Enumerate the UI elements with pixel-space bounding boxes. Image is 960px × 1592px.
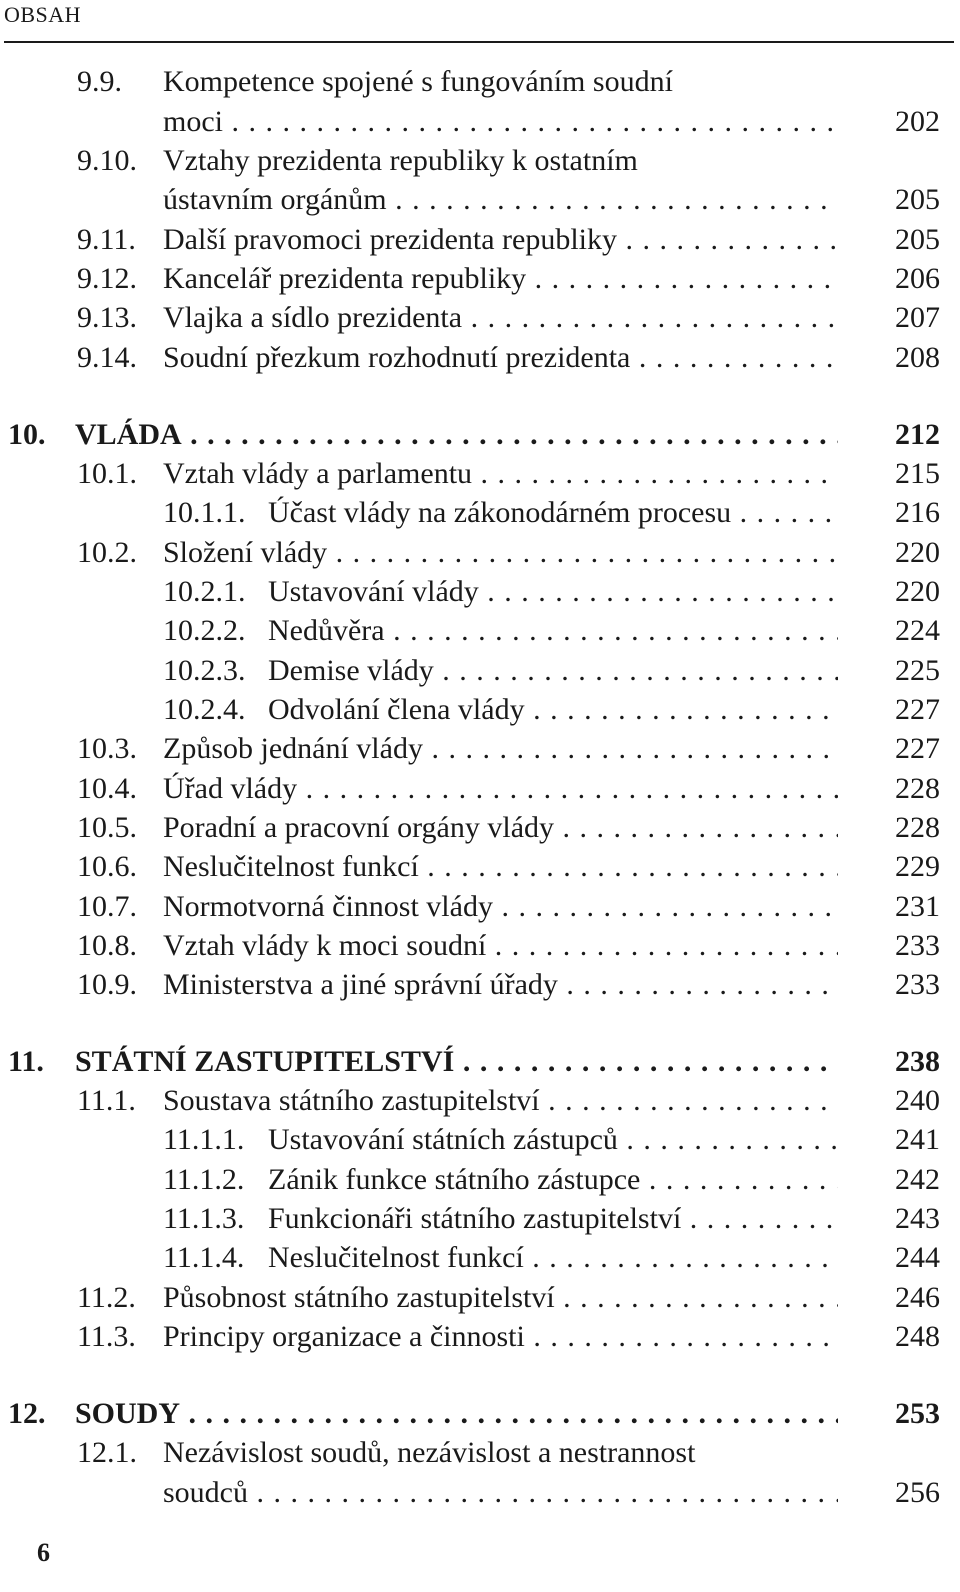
toc-entry-page: 253 <box>895 1397 940 1430</box>
toc-entry-number: 11.1.4. <box>163 1241 245 1274</box>
toc-entry <box>77 847 940 887</box>
toc-entry-title: Poradní a pracovní orgány vlády . . . <box>163 808 838 848</box>
toc-entry-title: Ustavování vlády . . . <box>268 572 838 612</box>
toc-entry <box>163 493 940 533</box>
toc-entry-page: 212 <box>895 418 940 451</box>
toc-entry <box>77 180 940 220</box>
toc-entry-title: Principy organizace a činnosti . . . <box>163 1317 838 1357</box>
toc-entry-title: Nedůvěra . . . <box>268 611 838 651</box>
toc-entry-title: Působnost státního zastupitelství . . . <box>163 1278 838 1318</box>
toc-entry-page: 241 <box>895 1123 940 1156</box>
toc-entry-page: 225 <box>895 654 940 687</box>
toc-entry-number: 9.11. <box>77 223 136 256</box>
toc-entry-title: VLÁDA . . . <box>75 415 838 455</box>
toc-chapter-entry <box>8 415 940 455</box>
toc-entry-number: 12. <box>8 1397 46 1430</box>
toc-entry-title: SOUDY . . . <box>75 1394 838 1434</box>
toc-entry-number: 10. <box>8 418 46 451</box>
toc-entry-page: 205 <box>895 223 940 256</box>
toc-entry-page: 224 <box>895 614 940 647</box>
toc-entry-number: 11.1.1. <box>163 1123 245 1156</box>
toc-entry <box>163 690 940 730</box>
toc-entry-title: moci . . . <box>163 102 838 142</box>
toc-entry-title: Účast vlády na zákonodárném procesu . . . <box>268 493 838 533</box>
toc-entry-page: 220 <box>895 536 940 569</box>
toc-entry <box>77 1081 940 1121</box>
toc-entry-title: Odvolání člena vlády . . . <box>268 690 838 730</box>
toc-entry-title: Ministerstva a jiné správní úřady . . . <box>163 965 838 1005</box>
toc-entry-number: 9.13. <box>77 301 137 334</box>
toc-entry-number: 10.2. <box>77 536 137 569</box>
toc-entry-number: 11.1.3. <box>163 1202 245 1235</box>
toc-entry-number: 10.5. <box>77 811 137 844</box>
toc-entry-number: 11.2. <box>77 1281 136 1314</box>
toc-entry-number: 10.8. <box>77 929 137 962</box>
toc-entry <box>163 572 940 612</box>
toc-entry-page: 220 <box>895 575 940 608</box>
toc-entry <box>77 965 940 1005</box>
toc-entry-title: Složení vlády . . . <box>163 533 838 573</box>
toc-entry-page: 229 <box>895 850 940 883</box>
toc-entry-number: 10.2.3. <box>163 654 246 687</box>
toc-entry-page: 207 <box>895 301 940 334</box>
toc-entry-title: soudců . . . <box>163 1473 838 1513</box>
toc-entry <box>163 1160 940 1200</box>
toc-entry-page: 227 <box>895 693 940 726</box>
toc-entry-page: 240 <box>895 1084 940 1117</box>
toc-entry <box>163 651 940 691</box>
toc-entry <box>77 141 940 181</box>
page-number: 6 <box>37 1538 50 1567</box>
toc-entry-page: 227 <box>895 732 940 765</box>
toc-entry-page: 244 <box>895 1241 940 1274</box>
toc-entry-page: 205 <box>895 183 940 216</box>
toc-entry-page: 206 <box>895 262 940 295</box>
toc-entry-number: 10.1.1. <box>163 496 246 529</box>
toc-entry-number: 11. <box>8 1045 44 1078</box>
toc-entry <box>77 1317 940 1357</box>
toc-entry-number: 11.1. <box>77 1084 136 1117</box>
toc-entry-title: Vlajka a sídlo prezidenta . . . <box>163 298 838 338</box>
toc-entry-page: 242 <box>895 1163 940 1196</box>
toc-entry-number: 9.10. <box>77 144 137 177</box>
toc-entry <box>163 1199 940 1239</box>
toc-entry-number: 12.1. <box>77 1436 137 1469</box>
toc-entry-number: 10.2.1. <box>163 575 246 608</box>
toc-entry <box>77 62 940 102</box>
toc-entry <box>77 298 940 338</box>
toc-entry-number: 10.9. <box>77 968 137 1001</box>
toc-entry <box>163 611 940 651</box>
toc-entry-number: 11.3. <box>77 1320 136 1353</box>
toc-entry-page: 248 <box>895 1320 940 1353</box>
toc-entry-title: Normotvorná činnost vlády . . . <box>163 887 838 927</box>
toc-entry-title: ústavním orgánům . . . <box>163 180 838 220</box>
toc-entry-page: 228 <box>895 772 940 805</box>
toc-entry <box>77 259 940 299</box>
toc-entry <box>163 1238 940 1278</box>
toc-entry-page: 202 <box>895 105 940 138</box>
toc-chapter-entry <box>8 1042 940 1082</box>
toc-entry-number: 11.1.2. <box>163 1163 245 1196</box>
toc-entry-page: 256 <box>895 1476 940 1509</box>
toc-entry-title: Soudní přezkum rozhodnutí prezidenta . . . <box>163 338 838 378</box>
toc-entry-title: Další pravomoci prezidenta republiky . . . <box>163 220 838 260</box>
toc-entry <box>77 1278 940 1318</box>
toc-chapter-entry <box>8 1394 940 1434</box>
toc-entry-page: 231 <box>895 890 940 923</box>
toc-entry <box>77 338 940 378</box>
toc-entry-title: Vztah vlády a parlamentu . . . <box>163 454 838 494</box>
toc-entry-title: Vztah vlády k moci soudní . . . <box>163 926 838 966</box>
toc-entry-title: Kompetence spojené s fungováním soudní <box>163 65 673 98</box>
toc-entry <box>77 769 940 809</box>
toc-entry <box>77 533 940 573</box>
toc-entry-page: 208 <box>895 341 940 374</box>
toc-entry-number: 10.3. <box>77 732 137 765</box>
toc-entry-title: Nezávislost soudů, nezávislost a nestrannost <box>163 1436 696 1469</box>
toc-entry <box>77 454 940 494</box>
toc-entry <box>77 220 940 260</box>
toc-entry-page: 233 <box>895 929 940 962</box>
toc-entry <box>77 926 940 966</box>
toc-entry-page: 246 <box>895 1281 940 1314</box>
toc-entry-number: 9.9. <box>77 65 122 98</box>
toc-entry-page: 238 <box>895 1045 940 1078</box>
toc-entry-title: Demise vlády . . . <box>268 651 838 691</box>
toc-entry <box>77 887 940 927</box>
toc-entry-number: 10.4. <box>77 772 137 805</box>
toc-entry-title: Zánik funkce státního zástupce . . . <box>268 1160 838 1200</box>
toc-entry-title: Ustavování státních zástupců . . . <box>268 1120 838 1160</box>
toc-entry-number: 10.2.2. <box>163 614 246 647</box>
toc-entry-page: 233 <box>895 968 940 1001</box>
toc-entry-page: 216 <box>895 496 940 529</box>
toc-entry-title: Způsob jednání vlády . . . <box>163 729 838 769</box>
toc-entry-page: 243 <box>895 1202 940 1235</box>
toc-entry-title: Neslučitelnost funkcí . . . <box>163 847 838 887</box>
toc-entry-number: 10.2.4. <box>163 693 246 726</box>
toc-entry-page: 215 <box>895 457 940 490</box>
toc-entry <box>163 1120 940 1160</box>
toc-entry <box>77 1473 940 1513</box>
toc-entry-number: 10.6. <box>77 850 137 883</box>
toc-entry-title: Kancelář prezidenta republiky . . . <box>163 259 838 299</box>
toc-entry <box>77 1433 940 1473</box>
toc-entry-title: Funkcionáři státního zastupitelství . . . <box>268 1199 838 1239</box>
toc-entry <box>77 729 940 769</box>
toc-entry-title: Soustava státního zastupitelství . . . <box>163 1081 838 1121</box>
toc-entry-title: STÁTNÍ ZASTUPITELSTVÍ . . . <box>75 1042 838 1082</box>
toc-entry <box>77 102 940 142</box>
toc-entry-title: Neslučitelnost funkcí . . . <box>268 1238 838 1278</box>
toc-entry-number: 9.12. <box>77 262 137 295</box>
toc-entry-number: 10.1. <box>77 457 137 490</box>
toc-entry-title: Úřad vlády . . . <box>163 769 838 809</box>
toc-entry-number: 9.14. <box>77 341 137 374</box>
toc-entry-title: Vztahy prezidenta republiky k ostatním <box>163 144 638 177</box>
running-header: OBSAH <box>4 2 82 27</box>
toc-entry-page: 228 <box>895 811 940 844</box>
toc-entry <box>77 808 940 848</box>
toc-entry-number: 10.7. <box>77 890 137 923</box>
